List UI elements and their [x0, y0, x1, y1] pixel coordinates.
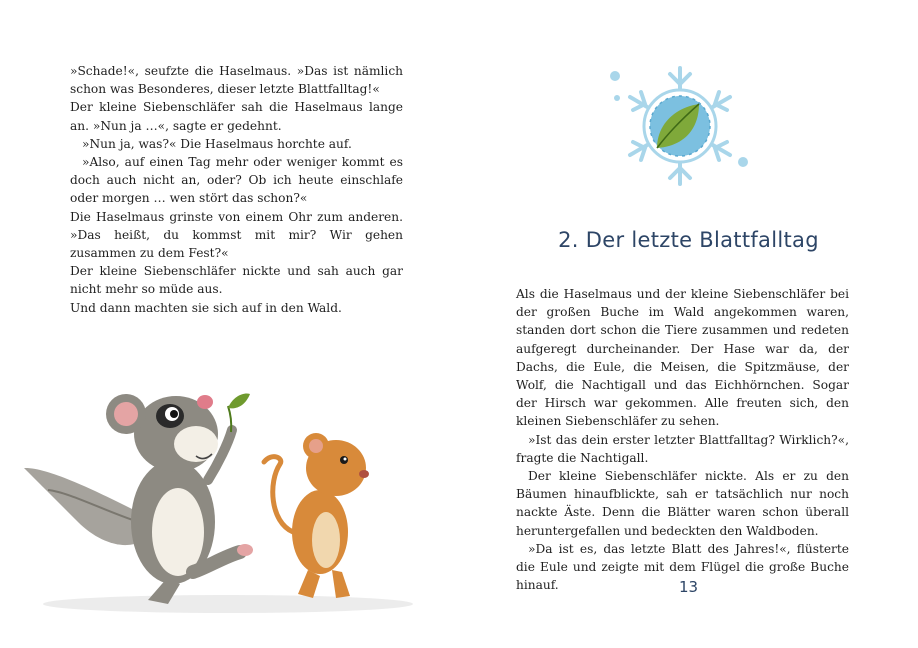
- paragraph: »Ist das dein erster letzter Blattfalltag? Wirklich?«, fragte die Nachtigall.: [516, 432, 849, 465]
- paragraph: Die Haselmaus grinste von einem Ohr zum anderen. »Das heißt, du kommst mit mir? Wir gehen zusammen zu dem Fest?«: [70, 209, 403, 261]
- snowflake-leaf-icon: [605, 62, 755, 190]
- paragraph: Als die Haselmaus und der kleine Siebenschläfer bei der großen Buche im Wald angekommen waren, standen dort schon die Tiere zusammen und redeten aufgeregt durcheinander. Der Hase war da, der Dachs, die Eule, die Meisen, die Spitzmäuse, der Wolf, die Nachtigall und das Eichhörnchen. Sogar der Hirsch war gekommen. Alle freuten sich, den kleinen Siebenschläfer zu sehen.: [516, 287, 849, 429]
- paragraph: »Nun ja, was?« Die Haselmaus horchte auf.: [82, 136, 352, 151]
- paragraph: »Schade!«, seufzte die Haselmaus. »Das ist nämlich schon was Besonderes, dieser letzte Blattfalltag!«: [70, 64, 403, 97]
- paragraph: Und dann machten sie sich auf in den Wald.: [70, 300, 342, 315]
- paragraph: Der kleine Siebenschläfer nickte und sah auch gar nicht mehr so müde aus.: [70, 264, 403, 297]
- animals-illustration: [18, 372, 418, 622]
- page-number: 13: [678, 578, 699, 596]
- paragraph: »Also, auf einen Tag mehr oder weniger kommt es doch auch nicht an, oder? Ob ich heute einschlafe oder morgen … wen stört das schon?«: [70, 155, 403, 206]
- right-page: [459, 0, 918, 648]
- left-page-text: [70, 62, 403, 317]
- paragraph: »Da ist es, das letzte Blatt des Jahres!«, flüsterte die Eule und zeigte mit dem Flügel die große Buche hinauf.: [516, 541, 849, 593]
- right-page-text: [516, 285, 849, 594]
- dormouse-figure: [24, 394, 253, 604]
- paragraph: Der kleine Siebenschläfer sah die Haselmaus lange an. »Nun ja …«, sagte er gedehnt.: [70, 100, 403, 133]
- hazel-mouse-figure: [264, 433, 369, 598]
- chapter-title: 2. Der letzte Blattfalltag: [558, 228, 819, 252]
- paragraph: Der kleine Siebenschläfer nickte. Als er zu den Bäumen hinaufblickte, sah er tatsächlich nur noch nackte Äste. Denn die Blätter waren schon überall heruntergefallen und bedeckten den Waldboden.: [516, 469, 849, 538]
